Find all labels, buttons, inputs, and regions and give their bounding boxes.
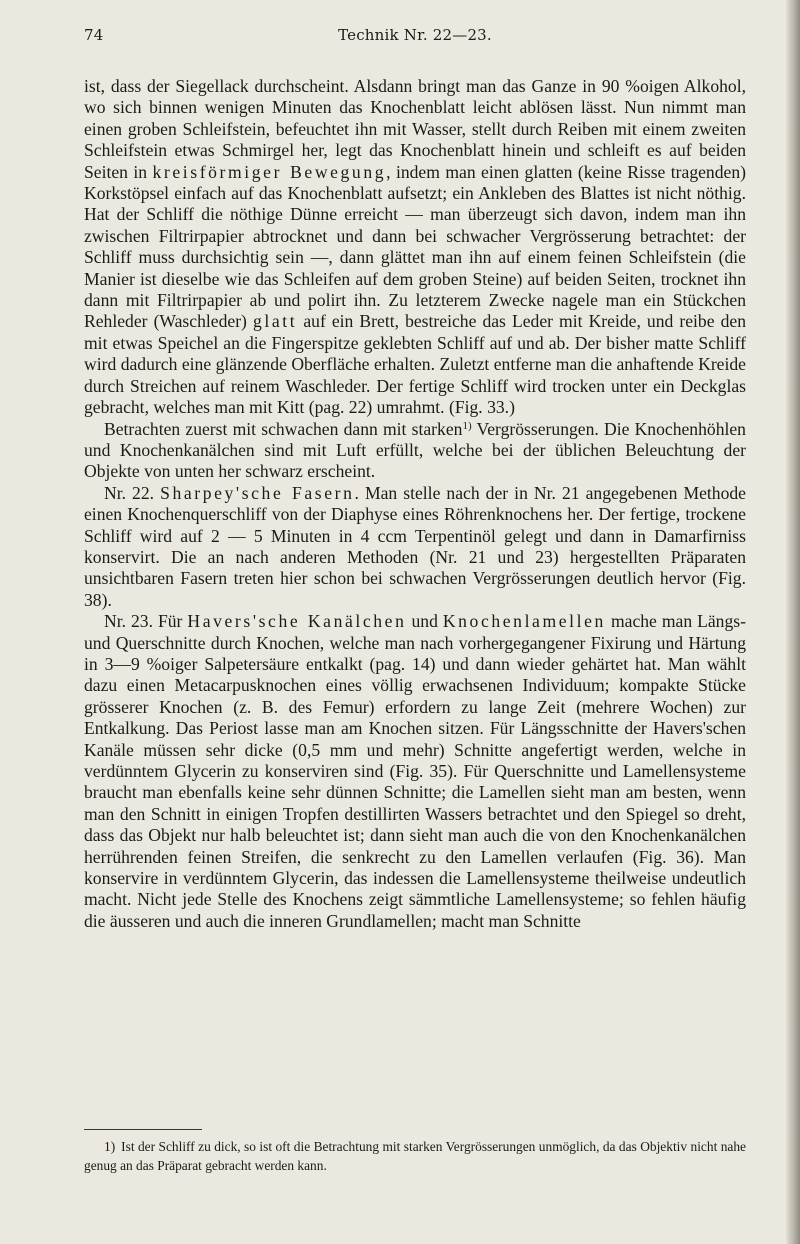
page-edge-shadow [786, 0, 800, 1244]
paragraph-text: , indem man einen glatten (keine Risse tragenden) Korkstöpsel einfach auf das Knochenblatt aufsetzt; ein Ankleben des Blattes ist nicht nöthig. Hat der Schliff die nöthige Dünne erreicht — man überzeugt sich davon, indem man ihn zwischen Filtrirpapier abtrocknet und dann bei schwacher Vergrösserung betrachtet: der Schliff muss durchsichtig sein —, dann glättet man ihn auf einem feinen Schleifstein (die Manier ist dieselbe wie das Schleifen auf dem groben Steine) auf beiden Seiten, trocknet ihn dann mit Filtrirpapier ab und polirt ihn. Zu letzterem Zwecke nagele man ein Stückchen Rehleder (Waschleder) [84, 161, 746, 332]
spaced-term: Sharpey'sche Fasern [160, 482, 355, 503]
paragraph-text: ist, dass der Siegellack durchscheint. Alsdann bringt man das Ganze in 90 %oigen Alkohol, wo sich binnen wenigen Minuten das Knochenblatt leicht ablösen lässt. Nun nimmt man einen groben Schleifstein, befeuchtet ihn mit Wasser, stellt durch Reiben mit einem zweiten Schleifstein etwas Schmirgel her, legt das Knochenblatt hinein und schleift es auf beiden Seiten in [84, 76, 746, 182]
spaced-term: glatt [252, 311, 298, 332]
page-number: 74 [84, 26, 104, 44]
paragraph-text: Betrachten zuerst mit schwachen dann mit starken [104, 418, 463, 439]
footnote-reference: 1) [462, 419, 472, 432]
paragraph-text: . Man stelle nach der in Nr. 21 angegebenen Methode einen Knochenquerschliff von der Diaphyse eines Röhrenknochens her. Der fertige, trockene Schliff wird auf 2 — 5 Minuten in 4 ccm Terpentinöl gelegt und dann in Damarfirniss konservirt. Die an nach anderen Methoden (Nr. 21 und 23) hergestellten Präparaten unsichtbaren Fasern treten hier schon bei schwachen Vergrösserungen deutlich hervor (Fig. 38). [84, 482, 746, 610]
footnote-text: Ist der Schliff zu dick, so ist oft die Betrachtung mit starken Vergrösserungen unmöglich, da das Objektiv nicht nahe genug an das Präparat gebracht werden kann. [84, 1139, 746, 1173]
body-text [84, 76, 746, 932]
paragraph-text: Nr. 23. Für [104, 611, 188, 632]
spaced-term: kreisförmiger Bewegung [152, 161, 387, 182]
paragraph-text: mache man Längs- und Querschnitte durch Knochen, welche man nach vorhergegangener Fixirung und Härtung in 3—9 %oiger Salpetersäure entkalkt (pag. 14) und dann wieder gehärtet hat. Man wählt dazu einen Metacarpusknochen eines völlig erwachsenen Individuum; kompakte Stücke grösserer Knochen (z. B. des Femur) erfordern zu lange Zeit (mehrere Wochen) zur Entkalkung. Das Periost lasse man am Knochen sitzen. Für Längsschnitte der Havers'schen Kanäle müssen sehr dicke (0,5 mm und mehr) Schnitte angefertigt werden, welche in verdünntem Glycerin zu konserviren sind (Fig. 35). Für Querschnitte und Lamellensysteme braucht man ebenfalls keine sehr dünnen Schnitte; die Lamellen sieht man am besten, wenn man den Schnitt in einigen Tropfen destillirten Wassers betrachtet und den Spiegel so dreht, dass das Objekt nur halb beleuchtet ist; dann sieht man auch die von den Knochenkanälchen herrührenden feinen Streifen, die senkrecht zu den Lamellen verlaufen (Fig. 36). Man konservire in verdünntem Glycerin, das indessen die Lamellensysteme theilweise undeutlich macht. Nicht jede Stelle des Knochens zeigt sämmtliche Lamellensysteme; so fehlen häufig die äusseren und auch die inneren Grundlamellen; macht man Schnitte [84, 611, 746, 931]
footnote-mark: 1) [104, 1139, 116, 1154]
footnote-rule [84, 1129, 202, 1130]
footnote [84, 1137, 746, 1175]
spaced-term: Knochenlamellen [442, 611, 606, 632]
page-header [84, 22, 746, 48]
paragraph-text: und [406, 611, 443, 632]
paragraph-text: Vergrösserungen. Die Knochenhöhlen und Knochenkanälchen sind mit Luft erfüllt, welche bei der üblichen Beleuchtung der Objekte von unten her schwarz erscheint. [84, 418, 746, 482]
paragraph-text: auf ein Brett, bestreiche das Leder mit Kreide, und reibe den mit etwas Speichel an die Fingerspitze geklebten Schliff auf und ab. Der bisher matte Schliff wird dadurch eine glänzende Oberfläche erhalten. Zuletzt entferne man die anhaftende Kreide durch Streichen auf reinem Waschleder. Der fertige Schliff wird trocken unter ein Deckglas gebracht, welches man mit Kitt (pag. 22) umrahmt. (Fig. 33.) [84, 311, 747, 418]
running-head: Technik Nr. 22—23. [338, 26, 492, 44]
paragraph-text: Nr. 22. [104, 482, 161, 503]
paragraph [84, 76, 746, 419]
spaced-term: Havers'sche Kanälchen [187, 611, 407, 632]
paragraph [84, 419, 746, 483]
paragraph [84, 483, 746, 611]
paragraph [84, 611, 746, 932]
